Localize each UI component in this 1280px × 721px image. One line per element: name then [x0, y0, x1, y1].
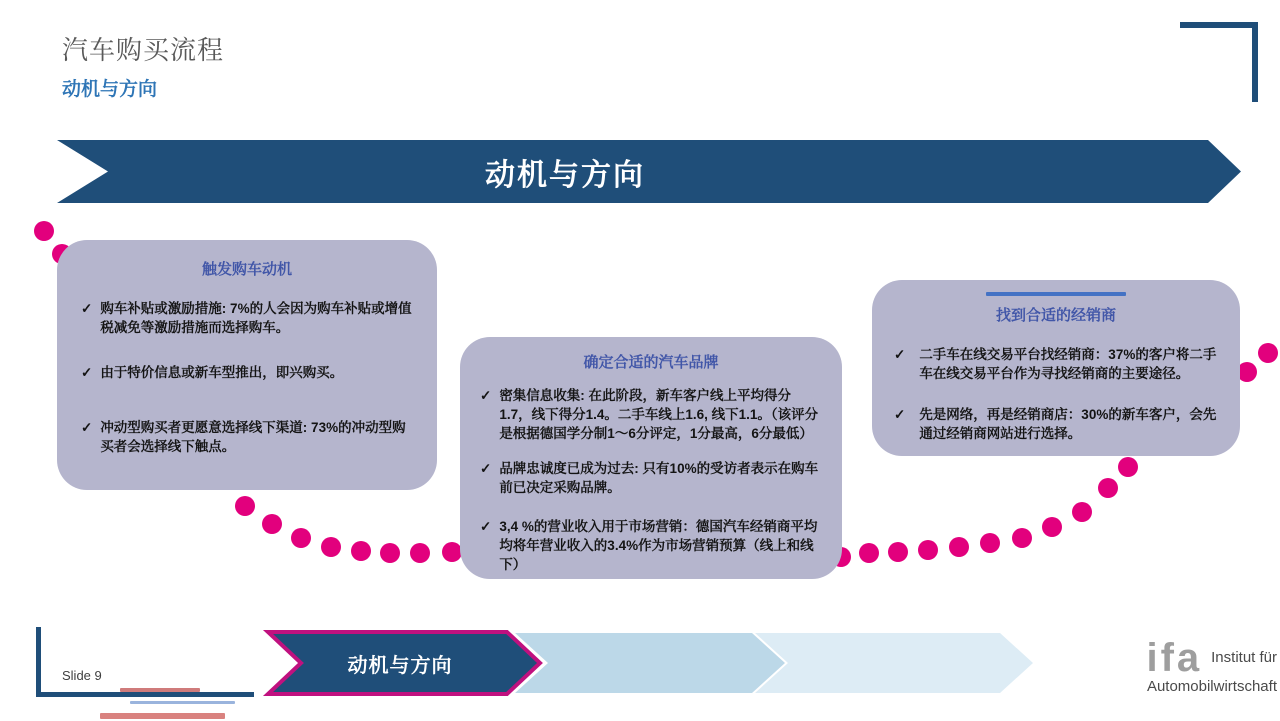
dot: [34, 221, 54, 241]
slide-number: Slide 9: [62, 668, 102, 683]
check-icon: ✓: [81, 365, 93, 380]
card-trigger-motivation: [57, 240, 437, 490]
bullet-item: [81, 299, 413, 337]
process-step-3: [755, 633, 1033, 693]
dot: [442, 542, 462, 562]
bullet-item: [81, 363, 413, 382]
footnote-strip: [100, 713, 225, 719]
bullet-item: [480, 517, 822, 574]
bullet-text: 3,4 %的营业收入用于市场营销：德国汽车经销商平均均将年营业收入的3.4%作为市场营销预算（线上和线下）: [499, 519, 818, 572]
card-title: 确定合适的汽车品牌: [583, 354, 719, 371]
dot: [1042, 517, 1062, 537]
ifa-logo: [1085, 638, 1277, 695]
top-right-bracket-vertical: [1252, 22, 1258, 102]
dot: [1072, 502, 1092, 522]
bullet-item: [480, 386, 822, 443]
card-title: 找到合适的经销商: [995, 307, 1116, 324]
dot: [1237, 362, 1257, 382]
dot: [949, 537, 969, 557]
dot: [1118, 457, 1138, 477]
bullet-text: 品牌忠诚度已成为过去: 只有10%的受访者表示在购车前已决定采购品牌。: [499, 461, 819, 495]
dot: [380, 543, 400, 563]
bullet-text: 冲动型购买者更愿意选择线下渠道: 73%的冲动型购买者会选择线下触点。: [100, 420, 406, 454]
dot: [859, 543, 879, 563]
dot: [235, 496, 255, 516]
bullet-text: 二手车在线交易平台找经销商：37%的客户将二手车在线交易平台作为寻找经销商的主要途径。: [919, 347, 1217, 381]
card-choose-brand: [460, 337, 842, 579]
bullet-text: 购车补贴或激励措施: 7%的人会因为购车补贴或增值税减免等激励措施而选择购车。: [100, 301, 412, 335]
bullet-text: 先是网络，再是经销商店：30%的新车客户，会先通过经销商网站进行选择。: [919, 407, 1217, 441]
bullet-item: [480, 459, 822, 497]
ifa-logo-line2: Automobilwirtschaft: [1146, 678, 1277, 695]
process-step-active-label: 动机与方向: [347, 654, 453, 677]
dot: [291, 528, 311, 548]
dot: [980, 533, 1000, 553]
ifa-logo-mark: ifa: [1146, 636, 1203, 680]
header: [62, 30, 224, 101]
top-right-bracket-horizontal: [1180, 22, 1258, 28]
bottom-left-bracket-vertical: [36, 627, 41, 697]
check-icon: ✓: [81, 301, 93, 316]
bullet-item: [894, 345, 1218, 383]
dot: [351, 541, 371, 561]
dot: [1098, 478, 1118, 498]
dot: [321, 537, 341, 557]
page-title: 汽车购买流程: [62, 35, 225, 65]
dot: [1012, 528, 1032, 548]
footnote-strip: [120, 688, 200, 692]
check-icon: ✓: [894, 347, 906, 362]
card-find-dealer: [872, 280, 1240, 456]
bullet-text: 密集信息收集: 在此阶段，新车客户线上平均得分1.7，线下得分1.4。二手车线上1.6, 线下1.1。（该评分是根据德国学分制1～6分评定，1分最高，6分最低）: [499, 388, 819, 441]
dot: [1258, 343, 1278, 363]
dot: [410, 543, 430, 563]
check-icon: ✓: [480, 519, 492, 534]
bottom-left-bracket-horizontal: [36, 692, 254, 697]
banner-title: 动机与方向: [485, 158, 645, 192]
check-icon: ✓: [81, 420, 93, 435]
check-icon: ✓: [480, 461, 492, 476]
dot: [918, 540, 938, 560]
dot: [262, 514, 282, 534]
process-step-2: [515, 633, 785, 693]
ifa-logo-line1: Institut für: [1211, 649, 1277, 666]
check-icon: ✓: [480, 388, 492, 403]
check-icon: ✓: [894, 407, 906, 422]
page-subtitle: 动机与方向: [62, 79, 158, 100]
bullet-text: 由于特价信息或新车型推出，即兴购买。: [100, 365, 344, 380]
dot: [888, 542, 908, 562]
bullet-item: [894, 405, 1218, 443]
bullet-item: [81, 418, 413, 456]
card-title: 触发购车动机: [201, 261, 292, 278]
card-accent-rule: [986, 292, 1126, 296]
footnote-strip: [130, 701, 235, 704]
